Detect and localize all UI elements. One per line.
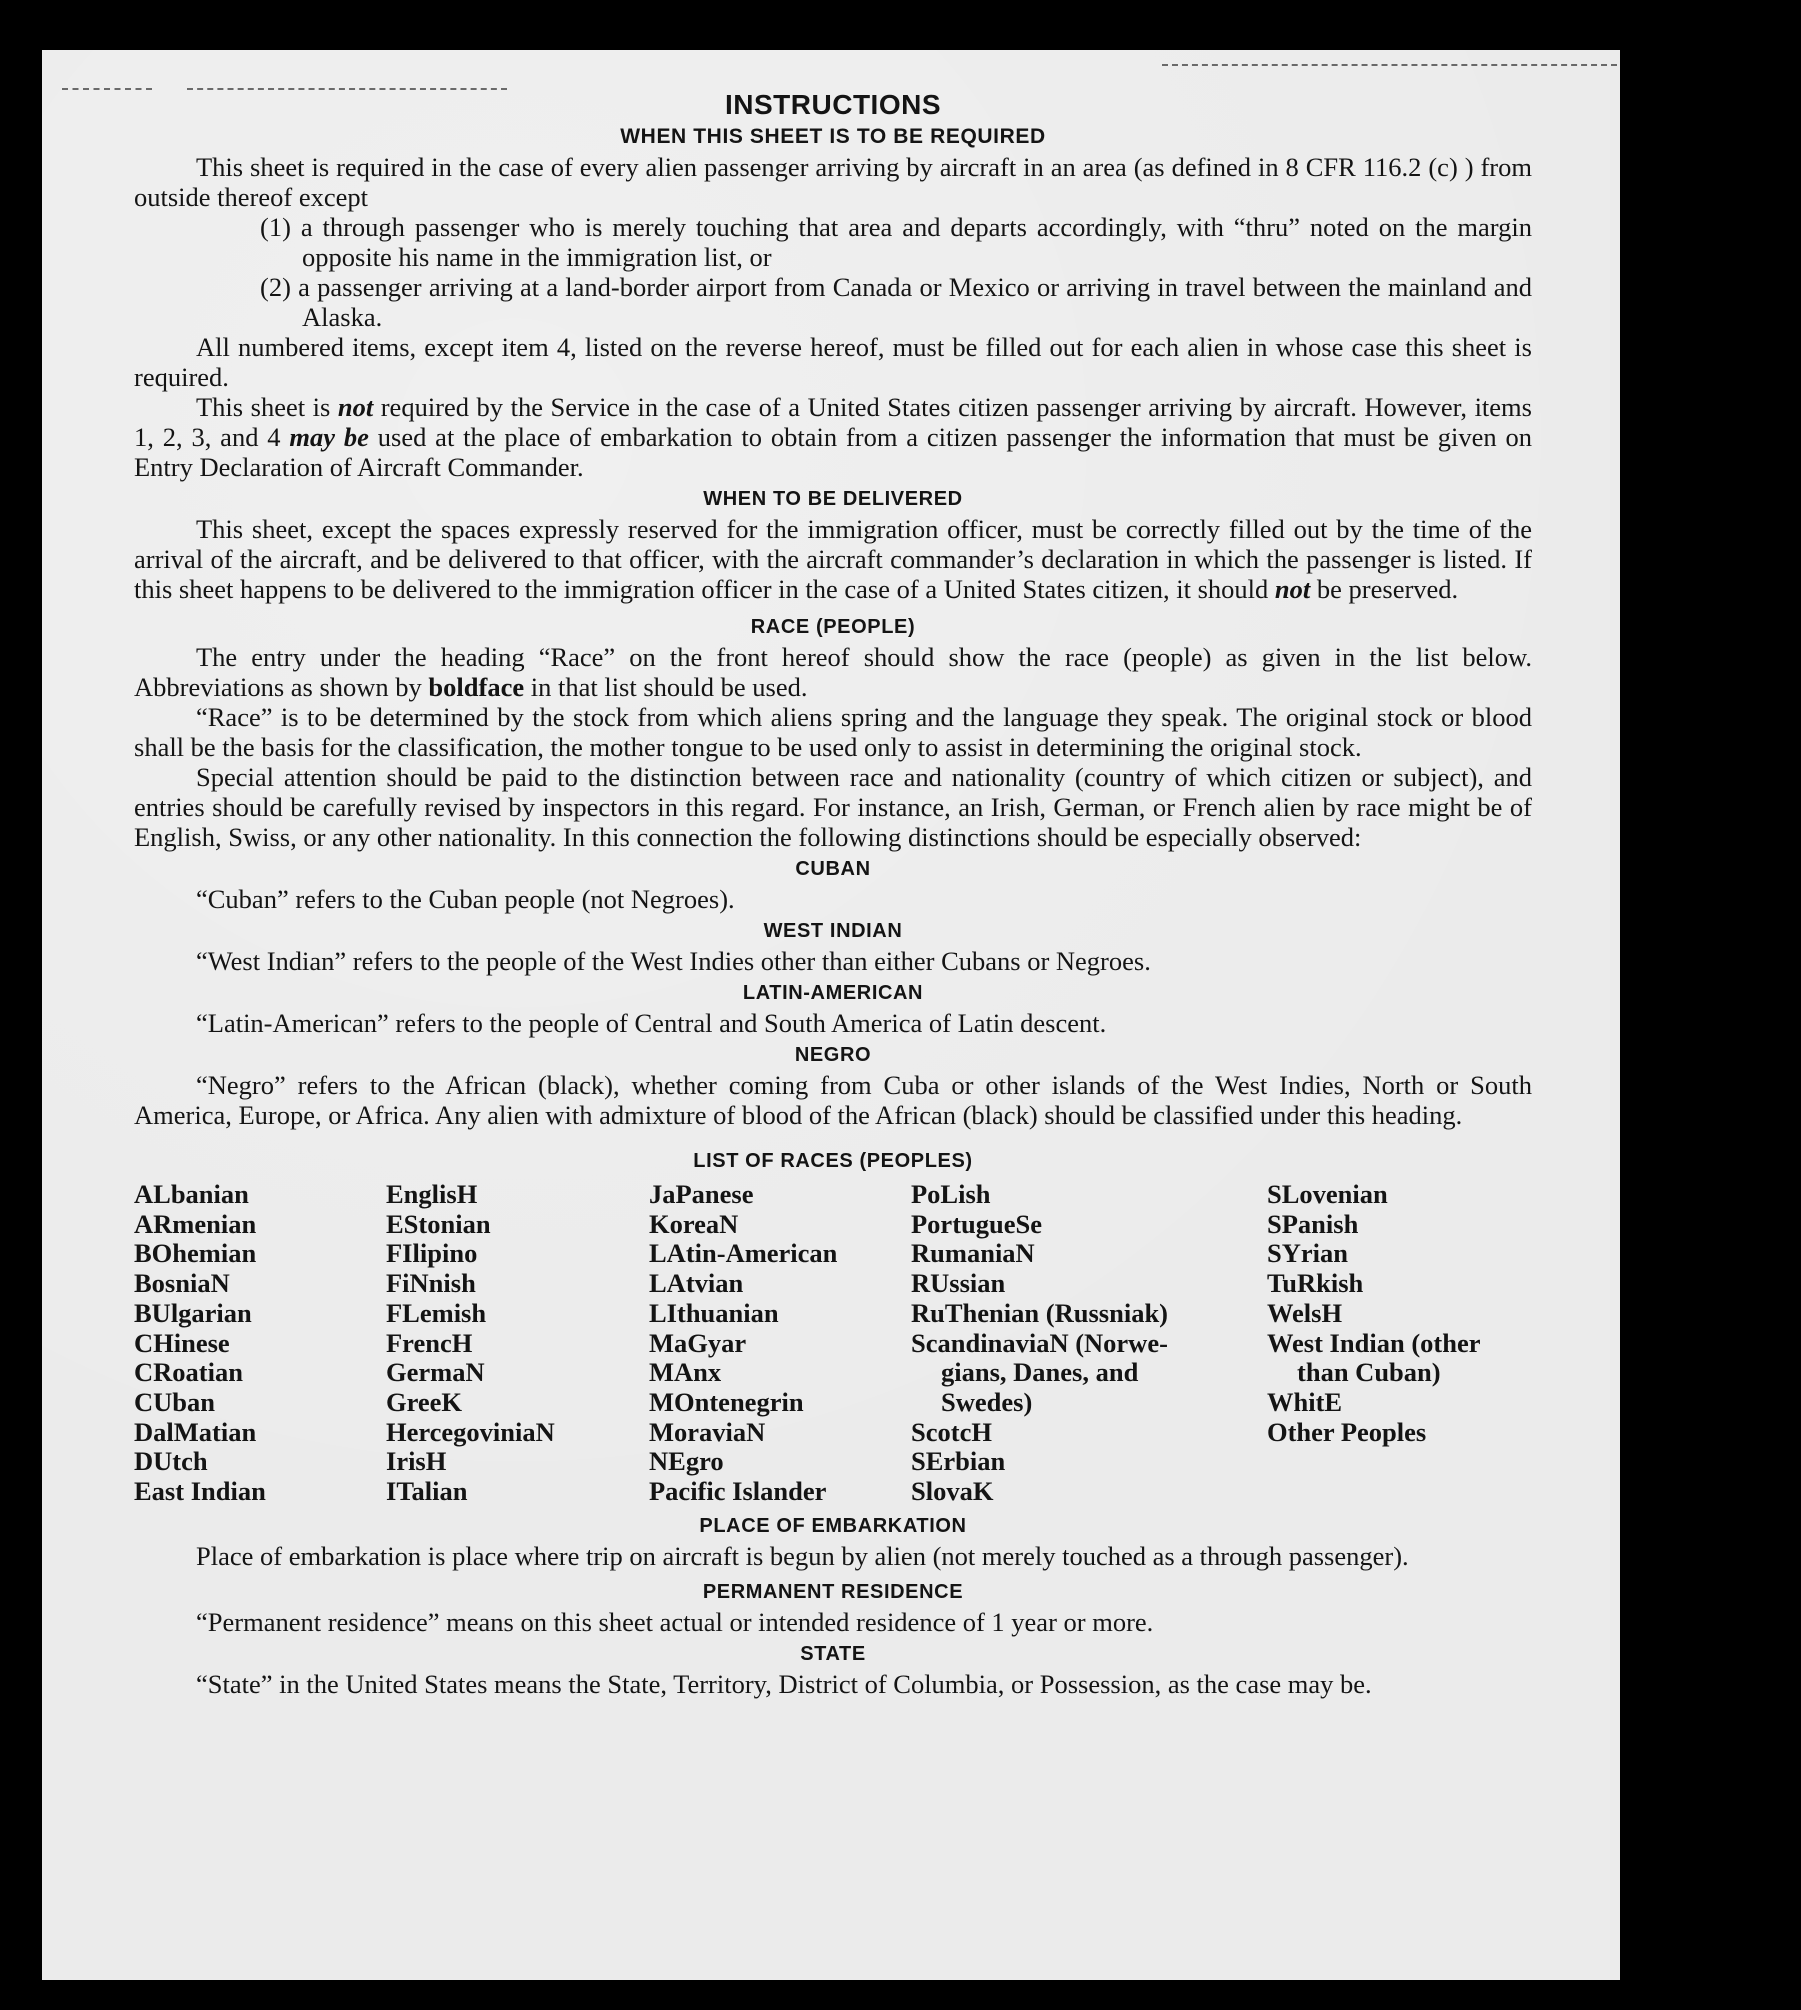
state-text: “State” in the United States means the State, Territory, District of Columbia, or Possession, as the case may be. <box>196 1668 1372 1699</box>
race-entry: WhitE <box>1267 1386 1343 1417</box>
race-entry: PortugueSe <box>911 1208 1043 1239</box>
race-entry: SLovenian <box>1267 1179 1388 1209</box>
race-entry: KoreaN <box>649 1208 739 1239</box>
text-run: be preserved. <box>1310 574 1459 604</box>
race-entry: IrisH <box>386 1446 447 1477</box>
emphasis-may-be: may be <box>289 422 369 452</box>
race-entry: PoLish <box>911 1179 991 1209</box>
top-dashed-line-right <box>1162 64 1617 66</box>
race-entry: West Indian (other <box>1267 1327 1481 1358</box>
race-entry: RuThenian (Russniak) <box>911 1297 1169 1328</box>
heading-place-of-embarkation: PLACE OF EMBARKATION <box>699 1514 967 1537</box>
residence-text: “Permanent residence” means on this sheet actual or intended residence of 1 year or more. <box>196 1606 1154 1637</box>
text-run: This sheet, except the spaces expressly reserved for the immigration officer, must be correctly filled out by the time of the arrival of the aircraft, and be delivered to that officer, with the aircraft commander’s declaration in which the passenger is listed. If this sheet happens to be delivered to the immigration officer in the case of a United States citizen, it should <box>134 514 1532 604</box>
emphasis-not: not <box>337 392 374 422</box>
heading-state: STATE <box>800 1642 866 1665</box>
race-column-1 <box>134 1180 386 1507</box>
race-entry: TuRkish <box>1267 1268 1364 1299</box>
race-entry: FLemish <box>386 1297 487 1328</box>
race-entry: ScandinaviaN (Norwe- <box>911 1327 1168 1358</box>
race-entry: MaGyar <box>649 1327 747 1358</box>
race-entry: RumaniaN <box>911 1238 1035 1269</box>
emphasis-boldface: boldface <box>428 672 525 702</box>
heading-permanent-residence: PERMANENT RESIDENCE <box>702 1580 964 1603</box>
race-entry: HercegoviniaN <box>386 1416 555 1447</box>
race-entry: LIthuanian <box>649 1297 779 1328</box>
race-entry: EnglisH <box>386 1179 478 1209</box>
west-indian-text: “West Indian” refers to the people of the West Indies other than either Cubans or Negroes. <box>196 946 1151 976</box>
race-entry: GermaN <box>386 1357 485 1388</box>
heading-cuban: CUBAN <box>795 858 871 880</box>
instructions-content <box>134 88 1532 1699</box>
when-delivered-paragraph <box>134 514 1532 604</box>
race-entry: NEgro <box>649 1446 724 1477</box>
race-column-4 <box>911 1180 1267 1507</box>
race-entry: EStonian <box>386 1208 491 1239</box>
race-entry: RUssian <box>911 1268 1006 1299</box>
race-entry: GreeK <box>386 1386 463 1417</box>
race-entry: WelsH <box>1267 1297 1343 1328</box>
race-list <box>134 1180 1532 1507</box>
race-entry: SPanish <box>1267 1208 1359 1239</box>
page-title: INSTRUCTIONS <box>725 89 941 120</box>
race-column-2 <box>386 1180 649 1507</box>
negro-text: “Negro” refers to the African (black), whether coming from Cuba or other islands of the West Indies, North or South America, Europe, or Africa. Any alien with admixture of blood of the African (black) should be classified under this heading. <box>134 1070 1532 1130</box>
race-entry: MAnx <box>649 1357 722 1388</box>
race-entry: ITalian <box>386 1476 468 1507</box>
document-sheet <box>42 50 1620 1980</box>
race-entry: Pacific Islander <box>649 1476 827 1507</box>
race-entry: SlovaK <box>911 1476 994 1507</box>
exception-item-2: (2) a passenger arriving at a land-border airport from Canada or Mexico or arriving in travel between the mainland and Alaska. <box>260 272 1532 332</box>
emphasis-not: not <box>1274 574 1311 604</box>
text-run: The entry under the heading “Race” on the front hereof should show the race (people) as given in the list below. Abbreviations as shown by <box>134 642 1532 702</box>
race-paragraph-3: Special attention should be paid to the distinction between race and nationality (country of which citizen or subject), and entries should be carefully revised by inspectors in this regard. For instance, an Irish, German, or French alien by race might be of English, Swiss, or any other nationality. In this connection the following distinctions should be especially observed: <box>134 762 1532 852</box>
race-entry: BosniaN <box>134 1268 230 1299</box>
race-entry: FIlipino <box>386 1238 478 1269</box>
when-required-paragraph-2: All numbered items, except item 4, listed on the reverse hereof, must be filled out for each alien in whose case this sheet is required. <box>134 332 1532 392</box>
when-required-paragraph-3 <box>134 392 1532 482</box>
heading-negro: NEGRO <box>794 1044 872 1066</box>
race-entry: DalMatian <box>134 1416 257 1447</box>
race-entry: FrencH <box>386 1327 473 1358</box>
race-entry: DUtch <box>134 1446 208 1477</box>
race-column-5 <box>1267 1180 1532 1507</box>
text-run: required by the Service in the case of a United States citizen passenger arriving by aircraft. However, items 1, 2, 3, and 4 <box>134 392 1532 452</box>
race-entry: Other Peoples <box>1267 1416 1427 1447</box>
race-entry: ALbanian <box>134 1179 249 1209</box>
heading-when-delivered: WHEN TO BE DELIVERED <box>703 488 963 510</box>
race-entry: ARmenian <box>134 1208 257 1239</box>
heading-latin-american: LATIN-AMERICAN <box>742 982 924 1004</box>
race-entry: SYrian <box>1267 1238 1348 1269</box>
race-entry: LAtvian <box>649 1268 744 1299</box>
race-entry: MoraviaN <box>649 1416 766 1447</box>
embarkation-text: Place of embarkation is place where trip on aircraft is begun by alien (not merely touched as a through passenger). <box>196 1540 1409 1571</box>
race-entry: CUban <box>134 1386 216 1417</box>
exception-item-1: (1) a through passenger who is merely touching that area and departs accordingly, with “thru” noted on the margin opposite his name in the immigration list, or <box>260 212 1532 272</box>
race-entry: CHinese <box>134 1327 230 1358</box>
heading-west-indian: WEST INDIAN <box>763 920 903 942</box>
race-entry: CRoatian <box>134 1357 243 1388</box>
race-entry: JaPanese <box>649 1179 754 1209</box>
race-entry: BOhemian <box>134 1238 257 1269</box>
race-entry: BUlgarian <box>134 1297 252 1328</box>
heading-race: RACE (PEOPLE) <box>750 616 916 638</box>
when-required-intro: This sheet is required in the case of every alien passenger arriving by aircraft in an area (as defined in 8 CFR 116.2 (c) ) from outside thereof except <box>134 152 1532 212</box>
race-paragraph-2: “Race” is to be determined by the stock from which aliens spring and the language they speak. The original stock or blood shall be the basis for the classification, the mother tongue to be used only to assist in determining the original stock. <box>134 702 1532 762</box>
race-entry: than Cuban) <box>1297 1357 1441 1388</box>
race-entry: SErbian <box>911 1446 1006 1477</box>
race-entry: East Indian <box>134 1476 266 1507</box>
race-entry: gians, Danes, and <box>941 1357 1139 1388</box>
race-entry: ScotcH <box>911 1416 992 1447</box>
race-entry: FiNnish <box>386 1268 476 1299</box>
latin-american-text: “Latin-American” refers to the people of Central and South America of Latin descent. <box>196 1008 1107 1038</box>
race-entry: Swedes) <box>941 1386 1033 1417</box>
heading-when-required: WHEN THIS SHEET IS TO BE REQUIRED <box>620 125 1046 148</box>
race-paragraph-1 <box>134 642 1532 702</box>
race-column-3 <box>649 1180 911 1507</box>
race-entry: MOntenegrin <box>649 1386 804 1417</box>
cuban-text: “Cuban” refers to the Cuban people (not Negroes). <box>196 884 735 914</box>
text-run: used at the place of embarkation to obtain from a citizen passenger the information that must be given on Entry Declaration of Aircraft Commander. <box>134 422 1532 482</box>
race-entry: LAtin-American <box>649 1238 838 1269</box>
text-run: in that list should be used. <box>524 672 808 702</box>
text-run: This sheet is <box>196 392 338 422</box>
heading-list-of-races: LIST OF RACES (PEOPLES) <box>693 1150 973 1172</box>
